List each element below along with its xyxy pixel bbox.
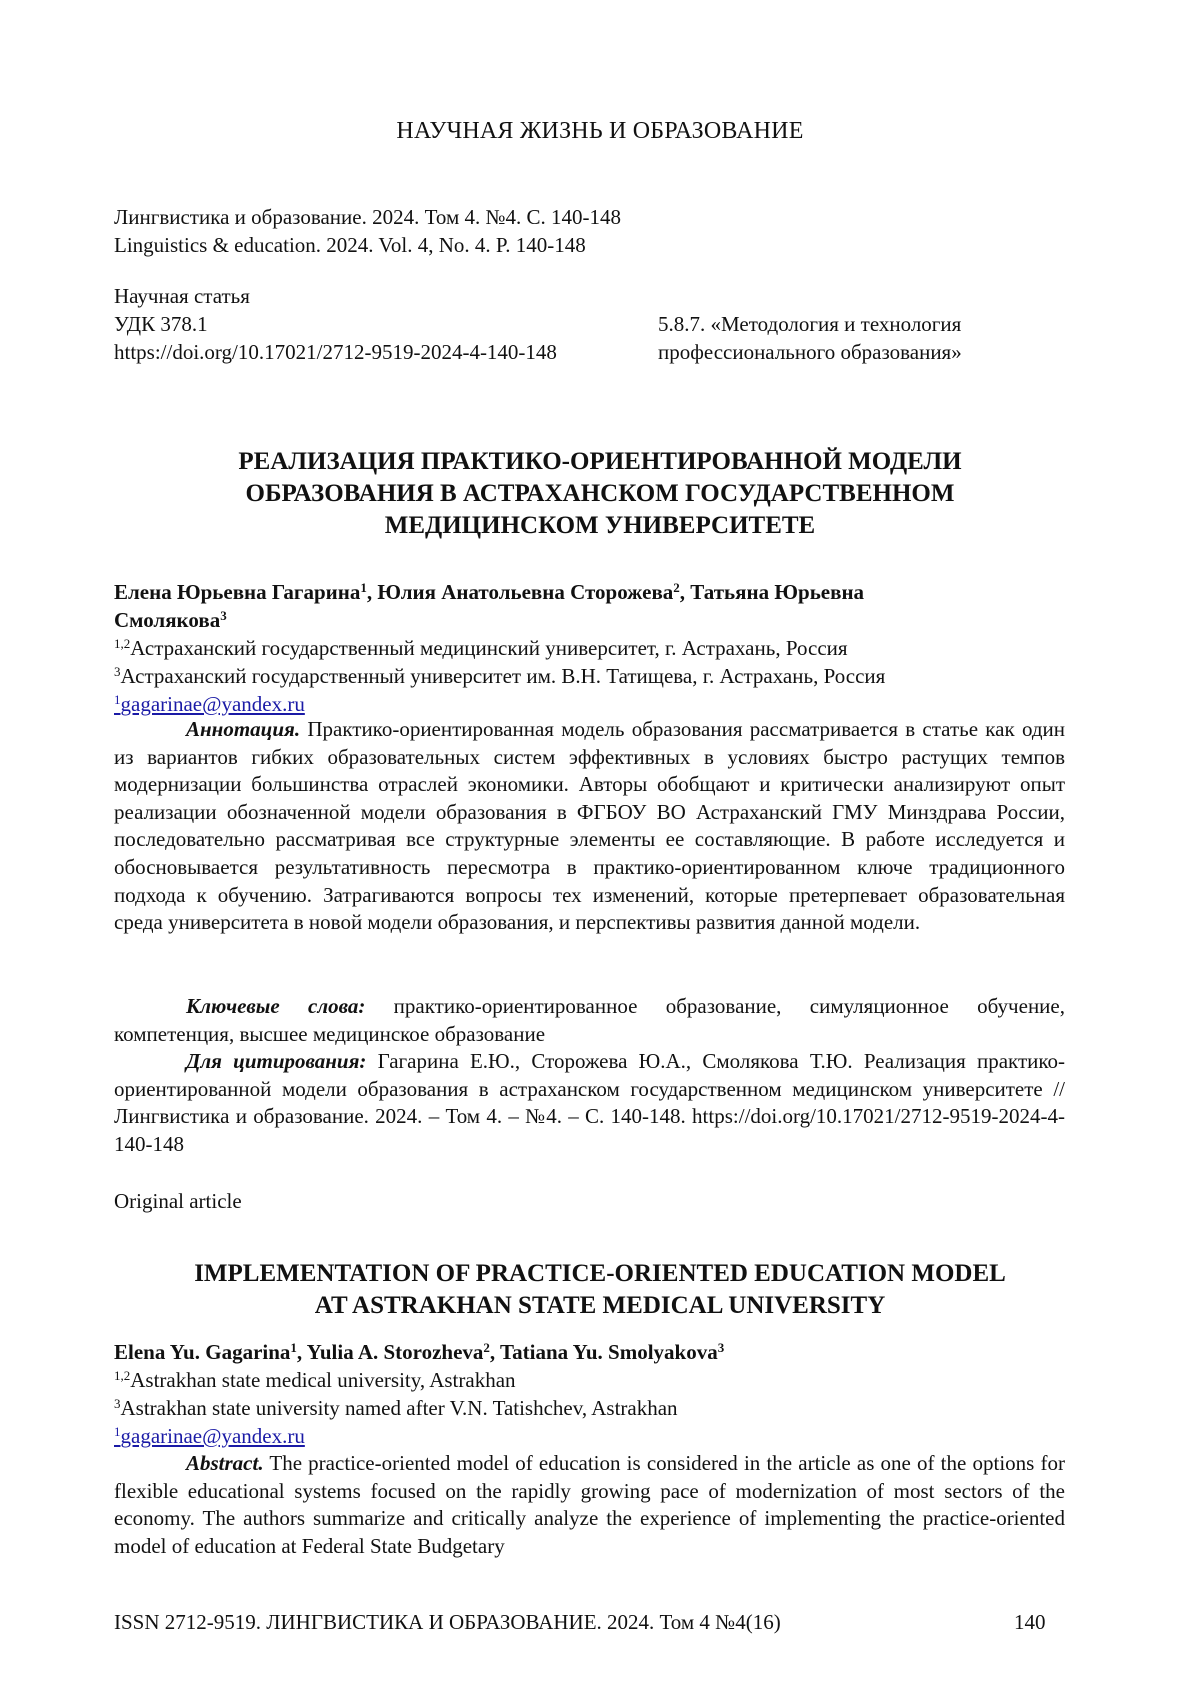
title-en-line-1: IMPLEMENTATION OF PRACTICE-ORIENTED EDUCATION MODEL (194, 1260, 1006, 1287)
affiliation-en-2-sup: 3 (114, 1396, 121, 1411)
title-ru-line-2: ОБРАЗОВАНИЯ В АСТРАХАНСКОМ ГОСУДАРСТВЕННОМ (245, 480, 955, 507)
abstract-ru-label: Аннотация. (186, 717, 301, 741)
page-number: 140 (1014, 1610, 1046, 1634)
affiliation-ru-2 (114, 662, 885, 690)
title-ru-line-3: МЕДИЦИНСКОМ УНИВЕРСИТЕТЕ (384, 512, 816, 539)
affiliation-en-1-text: Astrakhan state medical university, Astrakhan (130, 1368, 516, 1392)
author-3-en-sup: 3 (717, 1340, 725, 1355)
citation-en: Linguistics & education. 2024. Vol. 4, No. 4. P. 140-148 (114, 233, 586, 257)
keywords-ru-label: Ключевые слова: (186, 994, 366, 1018)
footer-issn: ISSN 2712-9519. ЛИНГВИСТИКА И ОБРАЗОВАНИЕ. 2024. Том 4 №4(16) (114, 1610, 781, 1634)
affiliation-ru-2-sup: 3 (114, 664, 121, 679)
affiliation-en-2-text: Astrakhan state university named after V.N. Tatishchev, Astrakhan (120, 1396, 678, 1420)
authors-en: Elena Yu. Gagarina$^1$, Yulia A. Storozheva$^2$, Tatiana Yu. Smolyakova$^3$ (114, 1340, 725, 1364)
authors-ru-line-1: Елена Юрьевна Гагарина$^1$, Юлия Анатольевна Сторожева$^2$, Татьяна Юрьевна (114, 580, 865, 604)
email-en-text: gagarinae@yandex.ru (120, 1424, 305, 1448)
keywords-ru (114, 993, 1065, 1048)
author-2-ru: Юлия Анатольевна Сторожева (377, 580, 674, 604)
specialty-line-2: профессионального образования» (658, 340, 962, 364)
email-en-link[interactable] (114, 1424, 305, 1448)
email-en-sup: 1 (114, 1424, 121, 1439)
email-ru-link[interactable] (114, 692, 305, 716)
abstract-en (114, 1450, 1065, 1560)
author-3-ru-sup: 3 (220, 608, 227, 623)
citation-block-ru (114, 1048, 1065, 1158)
doi: https://doi.org/10.17021/2712-9519-2024-4-140-148 (114, 340, 557, 364)
email-ru-line (114, 690, 305, 718)
cite-ru-text: Гагарина Е.Ю., Сторожева Ю.А., Смолякова Т.Ю. Реализация практико-ориентированной модели образования в астраханском государственном медицинском университете // Лингвистика и образование. 2024. – Том 4. – №4. – С. 140-148. https://doi.org/10.17021/2712-9519-2024-4-140-148 (114, 1049, 1066, 1156)
abstract-ru (114, 716, 1065, 937)
email-ru-text: gagarinae@yandex.ru (120, 692, 305, 716)
author-2-en-sup: 2 (483, 1340, 490, 1355)
title-ru (0, 446, 1200, 542)
email-en-line (114, 1422, 305, 1450)
author-1-en-sup: 1 (290, 1340, 297, 1355)
author-1-ru-sup: 1 (360, 580, 367, 595)
specialty-line-1: 5.8.7. «Методология и технология (658, 312, 962, 336)
title-en (0, 1258, 1200, 1322)
author-2-en: Yulia A. Storozheva (306, 1340, 484, 1364)
affiliation-ru-1 (114, 634, 848, 662)
abstract-ru-text: Практико-ориентированная модель образования рассматривается в статье как один из вариантов гибких образовательных систем эффективных в условиях быстро растущих темпов модернизации большинства отраслей экономики. Авторы обобщают и критически анализируют опыт реализации обозначенной модели образования в ФГБОУ ВО Астраханский ГМУ Минздрава России, последовательно рассматривая все структурные элементы ее составляющие. В работе исследуется и обосновывается результативность пересмотра в практико-ориентированном ключе традиционного подхода к обучению. Затрагиваются вопросы тех изменений, которые претерпевает образовательная среда университета в новой модели образования, и перспективы развития данной модели. (114, 717, 1066, 935)
affiliation-en-1 (114, 1366, 516, 1394)
author-3-ru-part-1: Татьяна Юрьевна (690, 580, 865, 604)
citation-ru: Лингвистика и образование. 2024. Том 4. №4. С. 140-148 (114, 205, 622, 229)
keywords-ru-text: практико-ориентированное образование, симуляционное обучение, компетенция, высшее медицинское образование (114, 994, 1065, 1046)
article-type-ru: Научная статья (114, 284, 250, 308)
authors-ru-line-2 (114, 606, 227, 634)
affiliation-en-2 (114, 1394, 678, 1422)
author-1-en: Elena Yu. Gagarina (114, 1340, 291, 1364)
title-en-line-2: AT ASTRAKHAN STATE MEDICAL UNIVERSITY (314, 1292, 886, 1319)
affiliation-ru-1-text: Астраханский государственный медицинский университет, г. Астрахань, Россия (130, 636, 848, 660)
author-2-ru-sup: 2 (673, 580, 680, 595)
section-header: НАУЧНАЯ ЖИЗНЬ И ОБРАЗОВАНИЕ (396, 118, 804, 144)
email-ru-sup: 1 (114, 692, 121, 707)
affiliation-ru-2-text: Астраханский государственный университет им. В.Н. Татищева, г. Астрахань, Россия (120, 664, 886, 688)
author-3-ru-part-2: Смолякова (114, 608, 221, 632)
udk: УДК 378.1 (114, 312, 208, 336)
author-3-en: Tatiana Yu. Smolyakova (500, 1340, 718, 1364)
affiliation-en-1-sup: 1,2 (114, 1368, 131, 1383)
affiliation-ru-1-sup: 1,2 (114, 636, 131, 651)
abstract-en-text: The practice-oriented model of education is considered in the article as one of the options for flexible educational systems focused on the rapidly growing pace of modernization of most sectors of the economy. The authors summarize and critically analyze the experience of implementing the practice-oriented model of education at Federal State Budgetary (114, 1451, 1065, 1558)
cite-ru-label: Для цитирования: (186, 1049, 367, 1073)
article-type-en: Original article (114, 1189, 242, 1213)
author-1-ru: Елена Юрьевна Гагарина (114, 580, 361, 604)
abstract-en-label: Abstract. (186, 1451, 264, 1475)
title-ru-line-1: РЕАЛИЗАЦИЯ ПРАКТИКО-ОРИЕНТИРОВАННОЙ МОДЕЛИ (238, 448, 962, 475)
